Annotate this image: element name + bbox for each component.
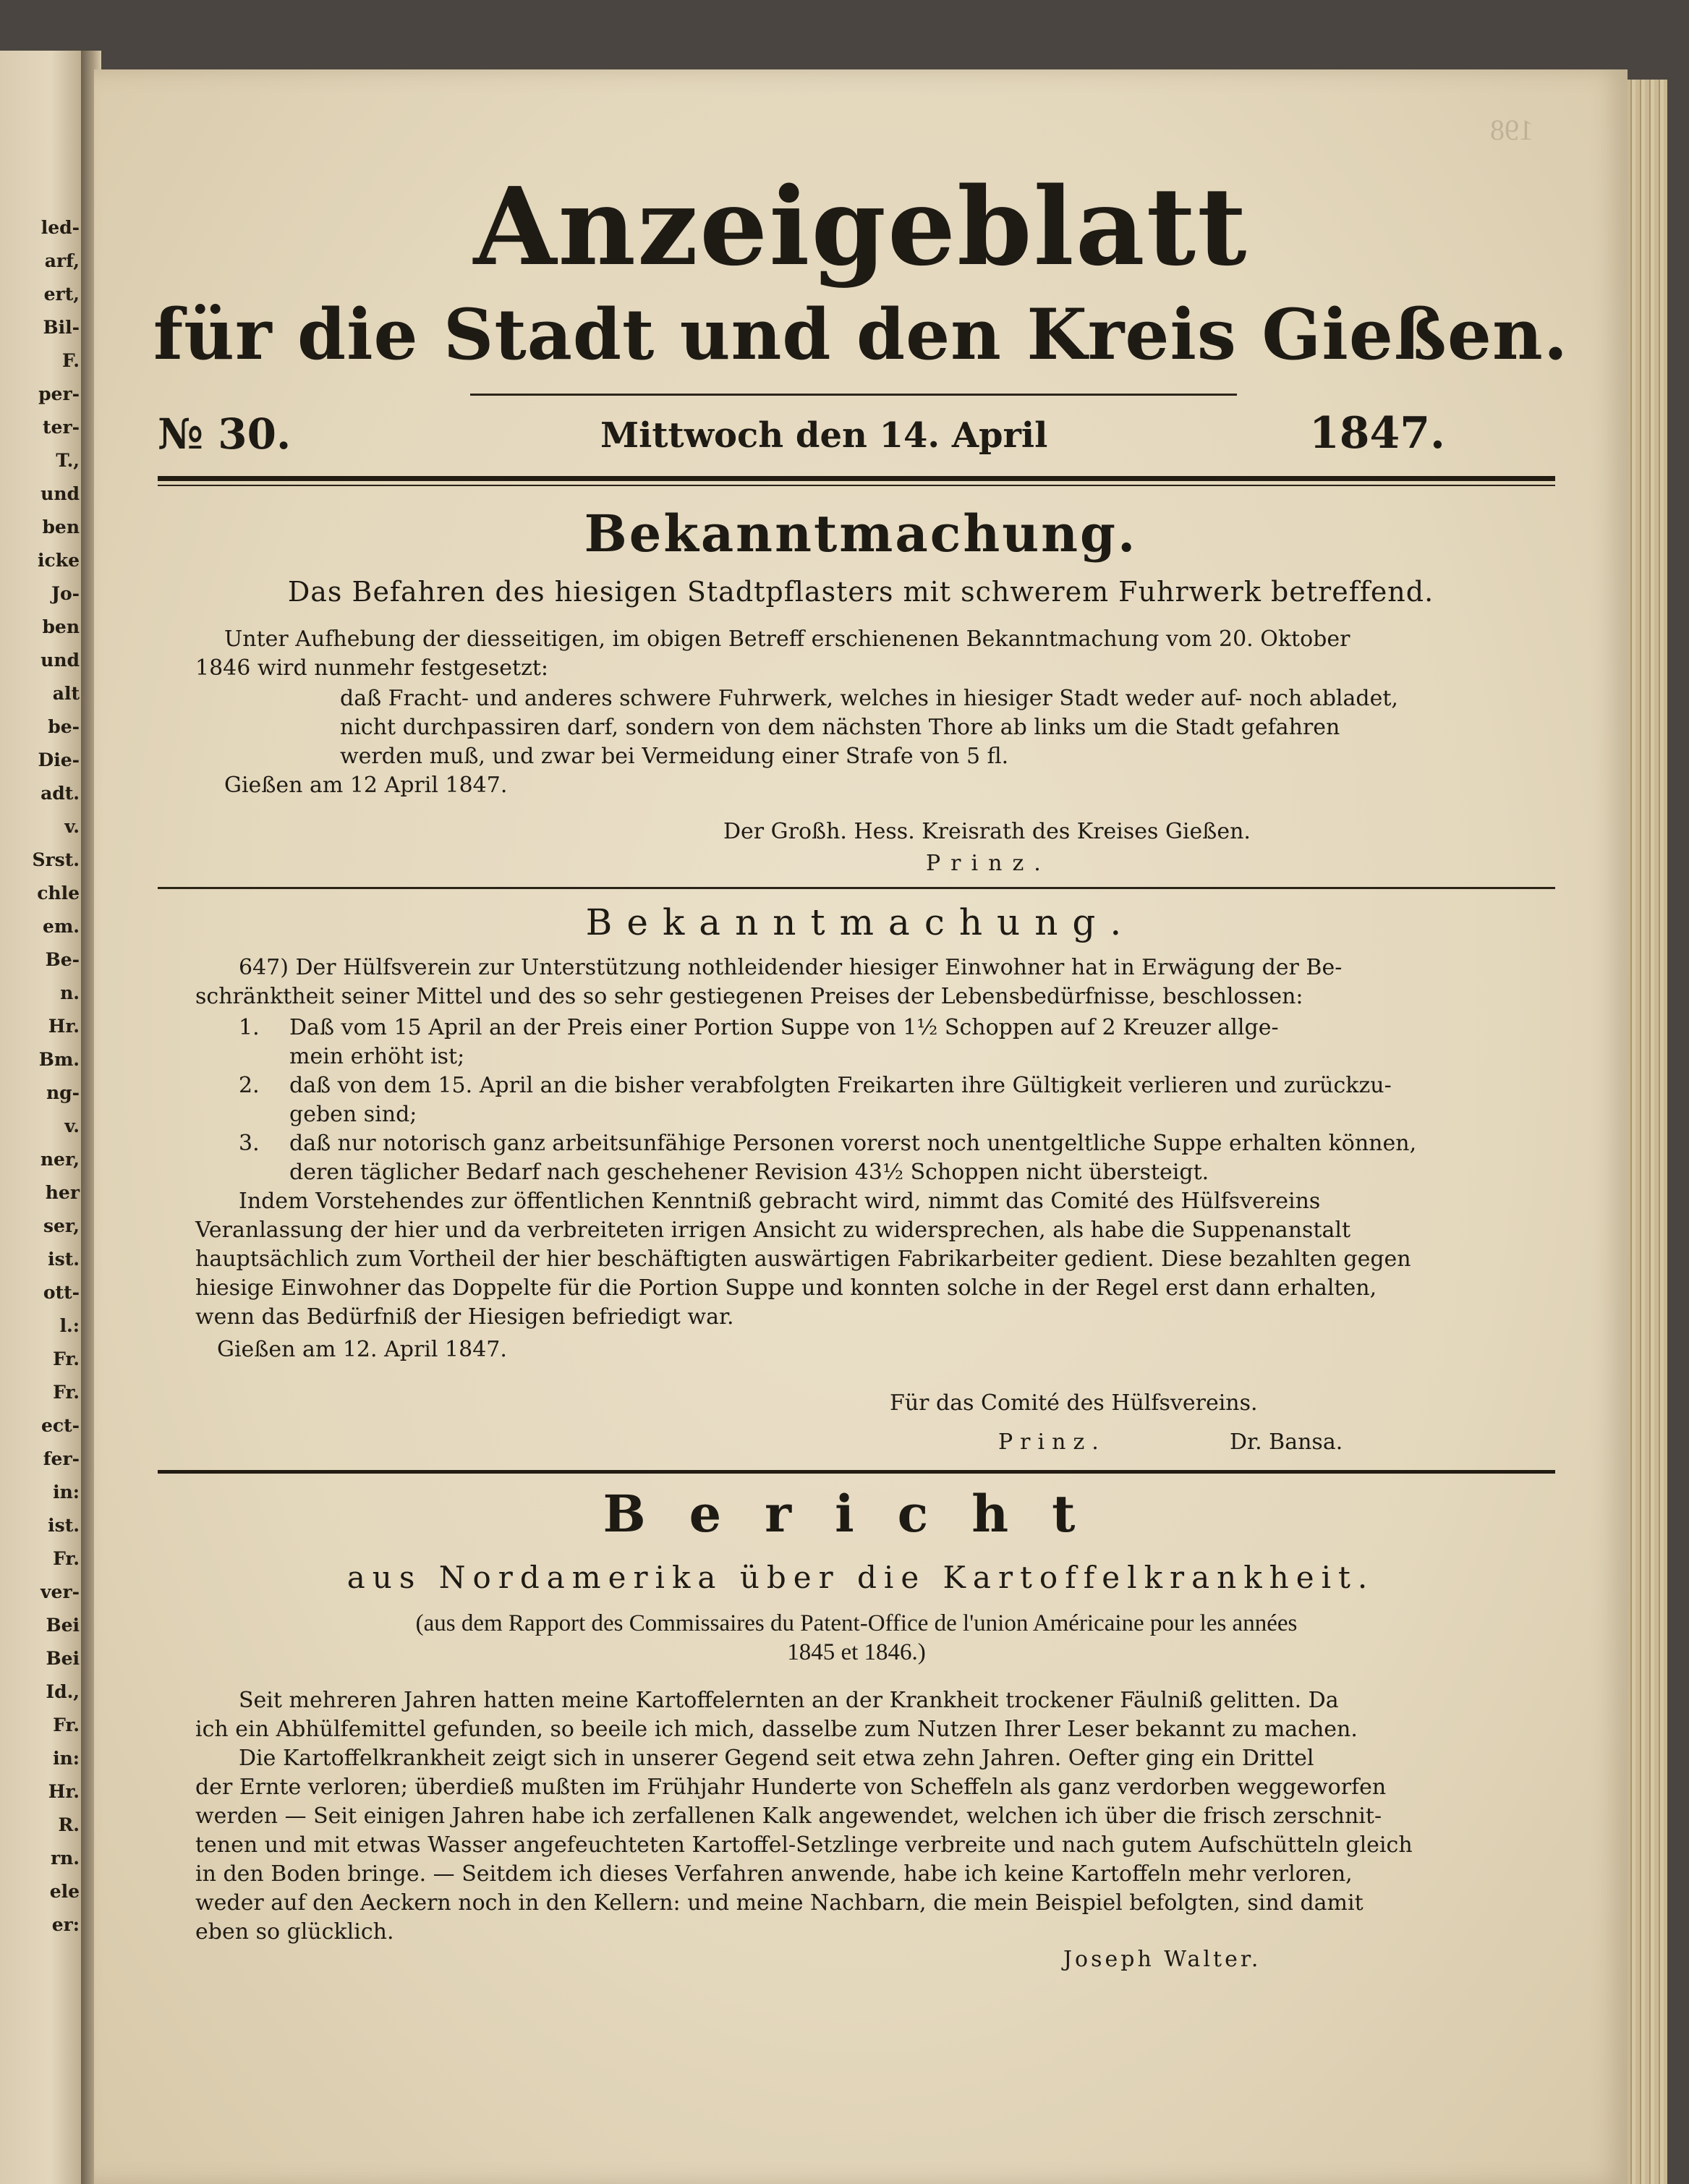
- notice2-signature-name1: Prinz.: [998, 1429, 1106, 1455]
- list-item: 1. Daß vom 15 April an der Preis einer Portion Suppe von 1½ Schoppen auf 2 Kreuzer allge-: [239, 1015, 1279, 1040]
- left-margin-fragment: v.: [64, 816, 80, 837]
- left-margin-fragment: fer-: [43, 1448, 80, 1469]
- left-margin-fragment: Bil-: [43, 317, 80, 338]
- left-margin-fragment: Fr.: [53, 1548, 80, 1569]
- masthead-rule: [470, 394, 1237, 396]
- left-margin-fragment: ng-: [46, 1082, 80, 1103]
- left-margin-fragment: Bei: [46, 1615, 80, 1636]
- notice1-intro-line: Unter Aufhebung der diesseitigen, im obigen Betreff erschienenen Bekanntmachung vom 20. Oktober: [224, 626, 1350, 652]
- issue-number: № 30.: [158, 409, 292, 459]
- notice2-signature-name2: Dr. Bansa.: [1230, 1429, 1343, 1455]
- left-margin-fragment: Bm.: [38, 1049, 80, 1070]
- notice1-rule-line: nicht durchpassiren darf, sondern von dem nächsten Thore ab links um die Stadt gefahren: [340, 715, 1340, 740]
- section-divider: [158, 887, 1555, 889]
- list-item: 2. daß von dem 15. April an die bisher verabfolgten Freikarten ihre Gültigkeit verlieren und zurückzu-: [239, 1073, 1392, 1098]
- left-margin-fragment: led-: [41, 217, 80, 238]
- left-page-fragment: [0, 51, 85, 2184]
- issue-date: Mittwoch den 14. April: [600, 415, 1048, 456]
- left-margin-fragment: Jo-: [51, 583, 80, 604]
- notice2-body-line: Veranlassung der hier und da verbreiteten irrigen Ansicht zu widersprechen, als habe die Suppenanstalt: [195, 1218, 1351, 1243]
- report-source-line: (aus dem Rapport des Commissaires du Patent-Office de l'union Américaine pour les années: [415, 1610, 1298, 1636]
- report-body-line: der Ernte verloren; überdieß mußten im Frühjahr Hunderte von Scheffeln als ganz verdorben weggeworfen: [195, 1775, 1387, 1800]
- left-margin-fragment: n.: [60, 982, 80, 1003]
- left-margin-fragment: l.:: [59, 1315, 80, 1336]
- left-margin-fragment: ver-: [41, 1581, 80, 1602]
- notice1-place-date: Gießen am 12 April 1847.: [224, 773, 508, 798]
- notice1-rule-line: daß Fracht- und anderes schwere Fuhrwerk, welches in hiesiger Stadt weder auf- noch abladet,: [340, 686, 1398, 711]
- masthead-subtitle: für die Stadt und den Kreis Gießen.: [153, 294, 1569, 375]
- left-margin-fragment: alt: [52, 683, 80, 704]
- notice2-signature-for: Für das Comité des Hülfsvereins.: [890, 1390, 1258, 1416]
- left-margin-fragment: F.: [62, 350, 80, 371]
- list-item: 3. daß nur notorisch ganz arbeitsunfähige Personen vorerst noch unentgeltliche Suppe erhalten können,: [239, 1131, 1417, 1156]
- masthead-title: Anzeigeblatt: [473, 163, 1248, 289]
- left-margin-fragment: Fr.: [53, 1382, 80, 1403]
- notice2-body-line: wenn das Bedürfniß der Hiesigen befriedigt war.: [195, 1304, 734, 1330]
- notice2-body-line: Indem Vorstehendes zur öffentlichen Kenntniß gebracht wird, nimmt das Comité des Hülfsvereins: [239, 1189, 1321, 1214]
- report-body-line: Die Kartoffelkrankheit zeigt sich in unserer Gegend seit etwa zehn Jahren. Oefter ging ein Drittel: [239, 1746, 1314, 1771]
- left-margin-fragment: em.: [42, 916, 80, 937]
- left-margin-fragment: ser,: [43, 1215, 80, 1236]
- report-body-line: ich ein Abhülfemittel gefunden, so beeile ich mich, dasselbe zum Nutzen Ihrer Leser bekannt zu machen.: [195, 1717, 1358, 1742]
- left-margin-fragment: in:: [53, 1482, 80, 1503]
- left-margin-fragment: T.,: [56, 450, 80, 471]
- notice1-intro: [195, 625, 1555, 683]
- notice2-intro-line: schränktheit seiner Mittel und des so sehr gestiegenen Preises der Lebensbedürfnisse, beschlossen:: [195, 984, 1303, 1009]
- notice2-place-date: Gießen am 12. April 1847.: [217, 1337, 507, 1362]
- left-margin-fragment: er:: [51, 1914, 80, 1935]
- report-body-line: in den Boden bringe. — Seitdem ich dieses Verfahren anwende, habe ich keine Kartoffeln mehr verloren,: [195, 1861, 1353, 1887]
- report-source-line: 1845 et 1846.): [787, 1639, 926, 1665]
- page-number: 198: [1490, 114, 1533, 146]
- report-body-line: tenen und mit etwas Wasser angefeuchteten Kartoffel-Setzlinge verbreite und nach gutem Aufschütteln gleich: [195, 1832, 1413, 1858]
- newspaper-page: [94, 69, 1628, 2184]
- left-margin-fragment: chle: [37, 883, 80, 904]
- left-margin-fragment: Fr.: [53, 1715, 80, 1735]
- left-margin-fragment: Hr.: [48, 1781, 80, 1802]
- section-divider-thick: [158, 1470, 1555, 1474]
- left-margin-fragment: icke: [38, 550, 80, 571]
- left-margin-fragment: Id.,: [46, 1681, 80, 1702]
- report-body-line: Seit mehreren Jahren hatten meine Kartoffelernten an der Krankheit trockener Fäulniß gelitten. Da: [239, 1688, 1339, 1713]
- report-subtitle: aus Nordamerika über die Kartoffelkrankheit.: [346, 1560, 1375, 1595]
- notice1-rule-line: werden muß, und zwar bei Vermeidung einer Strafe von 5 fl.: [340, 744, 1009, 769]
- left-margin-fragment: rn.: [50, 1848, 80, 1869]
- notice1-subject: Das Befahren des hiesigen Stadtpflasters mit schwerem Fuhrwerk betreffend.: [287, 576, 1434, 608]
- left-margin-fragment: Die-: [38, 749, 80, 770]
- left-margin-fragment: in:: [53, 1748, 80, 1769]
- left-margin-fragment: R.: [58, 1814, 80, 1835]
- report-source: [158, 1609, 1555, 1667]
- report-body-line: weder auf den Aeckern noch in den Kellern: und meine Nachbarn, die mein Beispiel befolgten, sind damit: [195, 1890, 1363, 1916]
- report-body: [195, 1686, 1555, 1947]
- left-margin-fragment: ter-: [42, 417, 80, 438]
- report-body-line: eben so glücklich.: [195, 1919, 394, 1945]
- left-margin-fragment: per-: [38, 383, 80, 404]
- left-margin-fragment: Fr.: [53, 1348, 80, 1369]
- issue-year: 1847.: [1309, 408, 1445, 459]
- masthead-bottom-rule-thin: [158, 485, 1555, 486]
- left-margin-fragment: ele: [49, 1881, 80, 1902]
- left-margin-fragment: ect-: [41, 1415, 80, 1436]
- left-margin-fragment: ner,: [40, 1149, 80, 1170]
- notice2-items: [239, 1014, 1555, 1187]
- notice1-intro-line: 1846 wird nunmehr festgesetzt:: [195, 655, 549, 681]
- left-margin-fragment: be-: [48, 716, 80, 737]
- report-body-line: werden — Seit einigen Jahren habe ich zerfallenen Kalk angewendet, welchen ich über die frisch zerschnit-: [195, 1803, 1382, 1829]
- notice2-body: [195, 1187, 1555, 1332]
- notice2-intro: [195, 953, 1555, 1011]
- report-signature: Joseph Walter.: [1063, 1947, 1262, 1972]
- report-heading: Bericht: [603, 1484, 1119, 1544]
- left-margin-fragment: v.: [64, 1116, 80, 1136]
- left-margin-fragment: ben: [42, 517, 80, 537]
- masthead-bottom-rule: [158, 476, 1555, 481]
- left-margin-fragment: ben: [42, 616, 80, 637]
- list-item-continuation: mein erhöht ist;: [289, 1044, 465, 1069]
- notice1-signature-office: Der Großh. Hess. Kreisrath des Kreises Gießen.: [723, 819, 1251, 844]
- left-margin-fragment: Bei: [46, 1648, 80, 1669]
- left-margin-fragment: ert,: [43, 284, 80, 305]
- notice1-signature-name: Prinz.: [926, 851, 1051, 876]
- notice2-body-line: hauptsächlich zum Vortheil der hier beschäftigten auswärtigen Fabrikarbeiter gedient. Diese bezahlten gegen: [195, 1246, 1411, 1272]
- left-margin-fragment: ott-: [43, 1282, 80, 1303]
- notice2-heading: Bekanntmachung.: [585, 901, 1136, 943]
- left-margin-fragment: ist.: [48, 1249, 80, 1270]
- left-margin-fragment: und: [41, 483, 80, 504]
- list-item-continuation: geben sind;: [289, 1102, 417, 1127]
- left-margin-fragment: und: [41, 650, 80, 671]
- notice1-heading: Bekanntmachung.: [584, 503, 1138, 564]
- left-margin-fragment: arf,: [44, 250, 80, 271]
- left-margin-fragment: her: [45, 1182, 80, 1203]
- left-margin-fragment: Srst.: [32, 849, 80, 870]
- left-margin-fragment: Hr.: [48, 1016, 80, 1037]
- list-item-continuation: deren täglicher Bedarf nach geschehener Revision 43½ Schoppen nicht übersteigt.: [289, 1160, 1209, 1185]
- left-margin-fragment: ist.: [48, 1515, 80, 1536]
- notice1-rule: [340, 684, 1555, 771]
- left-margin-fragment: Be-: [45, 949, 80, 970]
- notice2-intro-line: 647) Der Hülfsverein zur Unterstützung nothleidender hiesiger Einwohner hat in Erwägung der Be-: [239, 955, 1343, 980]
- notice2-body-line: hiesige Einwohner das Doppelte für die Portion Suppe und konnten solche in der Regel erst dann erhalten,: [195, 1275, 1377, 1301]
- left-margin-fragment: adt.: [41, 783, 80, 804]
